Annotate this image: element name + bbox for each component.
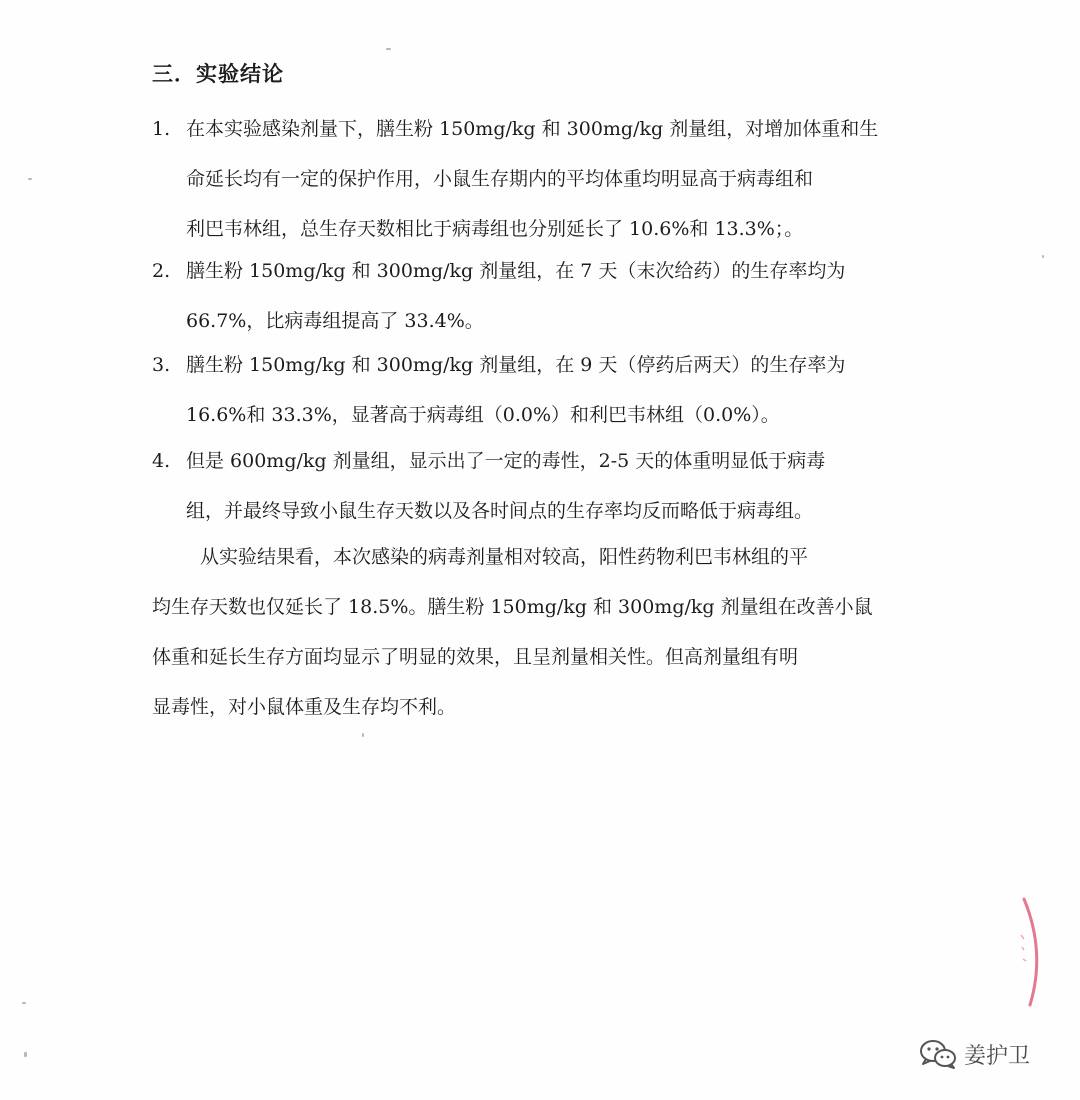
list-item-line: 组，并最终导致小鼠生存天数以及各时间点的生存率均反而略低于病毒组。 <box>186 500 814 522</box>
list-item <box>152 246 902 346</box>
list-item-line: 命延长均有一定的保护作用，小鼠生存期内的平均体重均明显高于病毒组和 <box>186 168 814 190</box>
paragraph-line: 显毒性，对小鼠体重及生存均不利。 <box>152 696 457 718</box>
list-item-number: 3. <box>152 354 171 376</box>
list-item <box>152 340 902 440</box>
scan-speck <box>28 178 32 180</box>
scan-speck <box>24 1052 27 1057</box>
list-item-line: 66.7%，比病毒组提高了 33.4%。 <box>186 310 484 332</box>
list-item-line: 利巴韦林组，总生存天数相比于病毒组也分别延长了 10.6%和 13.3%；。 <box>186 218 804 240</box>
scan-speck <box>1042 255 1044 258</box>
list-item-line: 但是 600mg/kg 剂量组，显示出了一定的毒性，2-5 天的体重明显低于病毒 <box>186 450 826 472</box>
list-item-number: 1. <box>152 118 171 140</box>
paragraph-line: 均生存天数也仅延长了 18.5%。膳生粉 150mg/kg 和 300mg/kg 剂量组在改善小鼠 <box>152 596 873 618</box>
account-watermark <box>918 1034 1030 1074</box>
paragraph-line: 从实验结果看，本次感染的病毒剂量相对较高，阳性药物利巴韦林组的平 <box>200 546 809 568</box>
section-heading: 三．实验结论 <box>152 62 284 86</box>
wechat-icon <box>918 1038 958 1070</box>
watermark-text: 姜护卫 <box>964 1043 1031 1069</box>
scan-speck <box>362 733 364 737</box>
seal-stamp-edge <box>1012 895 1052 1010</box>
list-item-number: 2. <box>152 260 171 282</box>
list-item-line: 在本实验感染剂量下，膳生粉 150mg/kg 和 300mg/kg 剂量组，对增加体重和生 <box>186 118 879 140</box>
scan-speck <box>386 48 391 50</box>
list-item-line: 16.6%和 33.3%，显著高于病毒组（0.0%）和利巴韦林组（0.0%）。 <box>186 404 780 426</box>
list-item-line: 膳生粉 150mg/kg 和 300mg/kg 剂量组，在 7 天（末次给药）的生存率均为 <box>186 260 846 282</box>
scan-speck <box>22 1002 26 1004</box>
list-item-line: 膳生粉 150mg/kg 和 300mg/kg 剂量组，在 9 天（停药后两天）的生存率为 <box>186 354 846 376</box>
list-item-number: 4. <box>152 450 171 472</box>
list-item <box>152 104 902 254</box>
list-item <box>152 436 902 536</box>
summary-paragraph <box>152 532 912 732</box>
paragraph-line: 体重和延长生存方面均显示了明显的效果，且呈剂量相关性。但高剂量组有明 <box>152 646 799 668</box>
